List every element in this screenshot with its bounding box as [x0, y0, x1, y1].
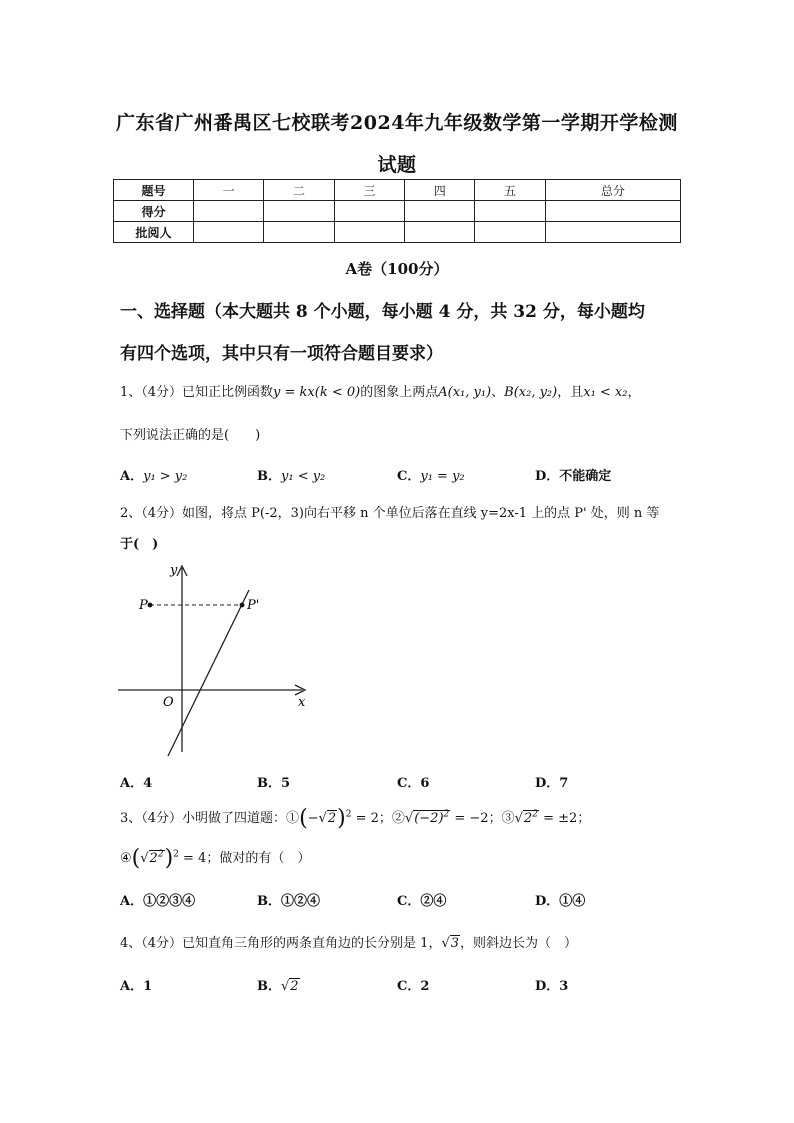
- grader-cell[interactable]: [334, 222, 404, 243]
- grader-cell[interactable]: [475, 222, 545, 243]
- q4-option-b-sqrt: 2: [290, 979, 299, 994]
- q1-stem-line1: [120, 381, 641, 400]
- q4-option-c[interactable]: C．2: [397, 979, 430, 994]
- paper-section-label: A卷（100分）: [345, 260, 449, 278]
- grader-cell[interactable]: [545, 222, 680, 243]
- q1-option-b-label: B．: [257, 469, 281, 484]
- q1-option-c[interactable]: [397, 465, 465, 484]
- q3-eq1-rhs: = 2；: [355, 811, 392, 826]
- score-table-header-cell: 总分: [545, 180, 680, 201]
- q3-eq3-rhs: = ±2；: [543, 811, 591, 826]
- q4-sqrt-value: 3: [450, 936, 460, 951]
- q1-prefix: 1、（4分）已知正比例函数: [120, 385, 274, 400]
- q1-sep: 、: [491, 385, 505, 400]
- score-table-header-cell: 题号: [114, 180, 194, 201]
- q3-stem-line2: $④(√2^2)^2 = 4$；做对的有（ ）: [120, 846, 311, 871]
- score-table-row: [114, 201, 681, 222]
- grader-cell[interactable]: [405, 222, 475, 243]
- q1-point-a: A(x₁, y₁): [438, 385, 492, 400]
- q1-stem-line2: 下列说法正确的是( ): [120, 428, 261, 443]
- point-p-prime-label: P': [247, 598, 260, 613]
- q1-option-c-label: C．: [397, 469, 421, 484]
- q1-option-a-label: A．: [120, 469, 144, 484]
- q3-eq2-rhs: = −2；: [454, 811, 502, 826]
- q1-condition: x₁ < x₂: [583, 385, 628, 400]
- document-title-line2: 试题: [377, 154, 417, 176]
- q4-prefix: 4、（4分）已知直角三角形的两条直角边的长分别是 1，: [120, 936, 442, 951]
- q2-option-b[interactable]: B．5: [257, 776, 291, 791]
- score-table: [113, 179, 681, 243]
- score-cell[interactable]: [545, 201, 680, 222]
- line-y-2x-1: [168, 590, 249, 756]
- q3-item-2-marker: ②: [391, 811, 405, 826]
- q3-prefix: 3、（4分）小明做了四道题：: [120, 811, 287, 826]
- score-table-header-row: [114, 180, 681, 201]
- point-p-prime: [240, 603, 245, 608]
- q1-option-c-math: y₁ = y₂: [420, 469, 465, 484]
- q1-option-b-math: y₁ < y₂: [281, 469, 326, 484]
- score-table-header-cell: 三: [334, 180, 404, 201]
- q4-stem: 4、（4分）已知直角三角形的两条直角边的长分别是 1，√3，则斜边长为（ ）: [120, 936, 578, 951]
- q4-option-a[interactable]: A．1: [120, 979, 153, 994]
- q2-stem-line2: 于( ): [120, 537, 159, 552]
- q4-option-d[interactable]: D．3: [535, 979, 569, 994]
- q3-stem-line1: 3、（4分）小明做了四道题：$①(-√2)^2 = 2$；$②√(-2)^2 = -2$；$③√2^2 = \pm 2$；: [120, 806, 591, 831]
- score-cell[interactable]: [194, 201, 264, 222]
- point-p-label: P: [139, 598, 148, 613]
- origin-label: O: [163, 695, 174, 710]
- q3-item-4-marker: ④: [120, 851, 132, 866]
- score-table-header-cell: 四: [405, 180, 475, 201]
- q2-option-d[interactable]: D．7: [535, 776, 569, 791]
- q4-option-b-label: B．: [257, 979, 281, 994]
- q3-option-a[interactable]: A．①②③④: [120, 894, 196, 909]
- q1-option-d[interactable]: D．不能确定: [535, 469, 612, 484]
- q2-coordinate-figure: [112, 556, 312, 761]
- score-cell[interactable]: [475, 201, 545, 222]
- x-axis-label: x: [298, 695, 306, 710]
- q3-item-3-marker: ③: [501, 811, 515, 826]
- grader-cell[interactable]: [264, 222, 334, 243]
- score-cell[interactable]: [334, 201, 404, 222]
- q3-item-1-marker: ①: [286, 811, 300, 826]
- score-table-row: [114, 222, 681, 243]
- score-table-header-cell: 二: [264, 180, 334, 201]
- score-table-header-cell: 五: [475, 180, 545, 201]
- q3-option-c[interactable]: C．②④: [397, 894, 447, 909]
- q1-point-b: B(x₂, y₂): [504, 385, 558, 400]
- q1-mid: 的图象上两点: [360, 385, 439, 400]
- q1-function: y = kx(k < 0): [273, 385, 361, 400]
- grader-row-label: 批阅人: [114, 222, 194, 243]
- score-cell[interactable]: [405, 201, 475, 222]
- q1-cond-suffix: ，: [627, 385, 641, 400]
- section1-heading-line2: 有四个选项，其中只有一项符合题目要求）: [120, 344, 443, 364]
- section1-heading-line1: 一、选择题（本大题共 8 个小题，每小题 4 分，共 32 分，每小题均: [120, 302, 645, 322]
- q4-option-b[interactable]: B．√2: [257, 979, 299, 994]
- q3-option-d[interactable]: D．①④: [535, 894, 586, 909]
- q1-option-a-math: y₁ > y₂: [143, 469, 188, 484]
- grader-cell[interactable]: [194, 222, 264, 243]
- q1-cond-prefix: ，且: [557, 385, 584, 400]
- q4-suffix: ，则斜边长为（ ）: [460, 936, 578, 951]
- q3-eq4-rhs: = 4；做对的有（ ）: [183, 851, 311, 866]
- score-row-label: 得分: [114, 201, 194, 222]
- q2-stem-line1: 2、（4分）如图，将点 P(-2，3)向右平移 n 个单位后落在直线 y=2x-1 上的点 P' 处，则 n 等: [120, 506, 660, 521]
- point-p: [148, 603, 153, 608]
- y-axis-label: y: [170, 563, 178, 578]
- q1-option-b[interactable]: [257, 465, 325, 484]
- document-title-line1: 广东省广州番禺区七校联考2024年九年级数学第一学期开学检测: [116, 112, 678, 134]
- score-cell[interactable]: [264, 201, 334, 222]
- q2-option-a[interactable]: A．4: [120, 776, 153, 791]
- q3-option-b[interactable]: B．①②④: [257, 894, 320, 909]
- q1-option-a[interactable]: [120, 465, 187, 484]
- q2-option-c[interactable]: C．6: [397, 776, 430, 791]
- score-table-header-cell: 一: [194, 180, 264, 201]
